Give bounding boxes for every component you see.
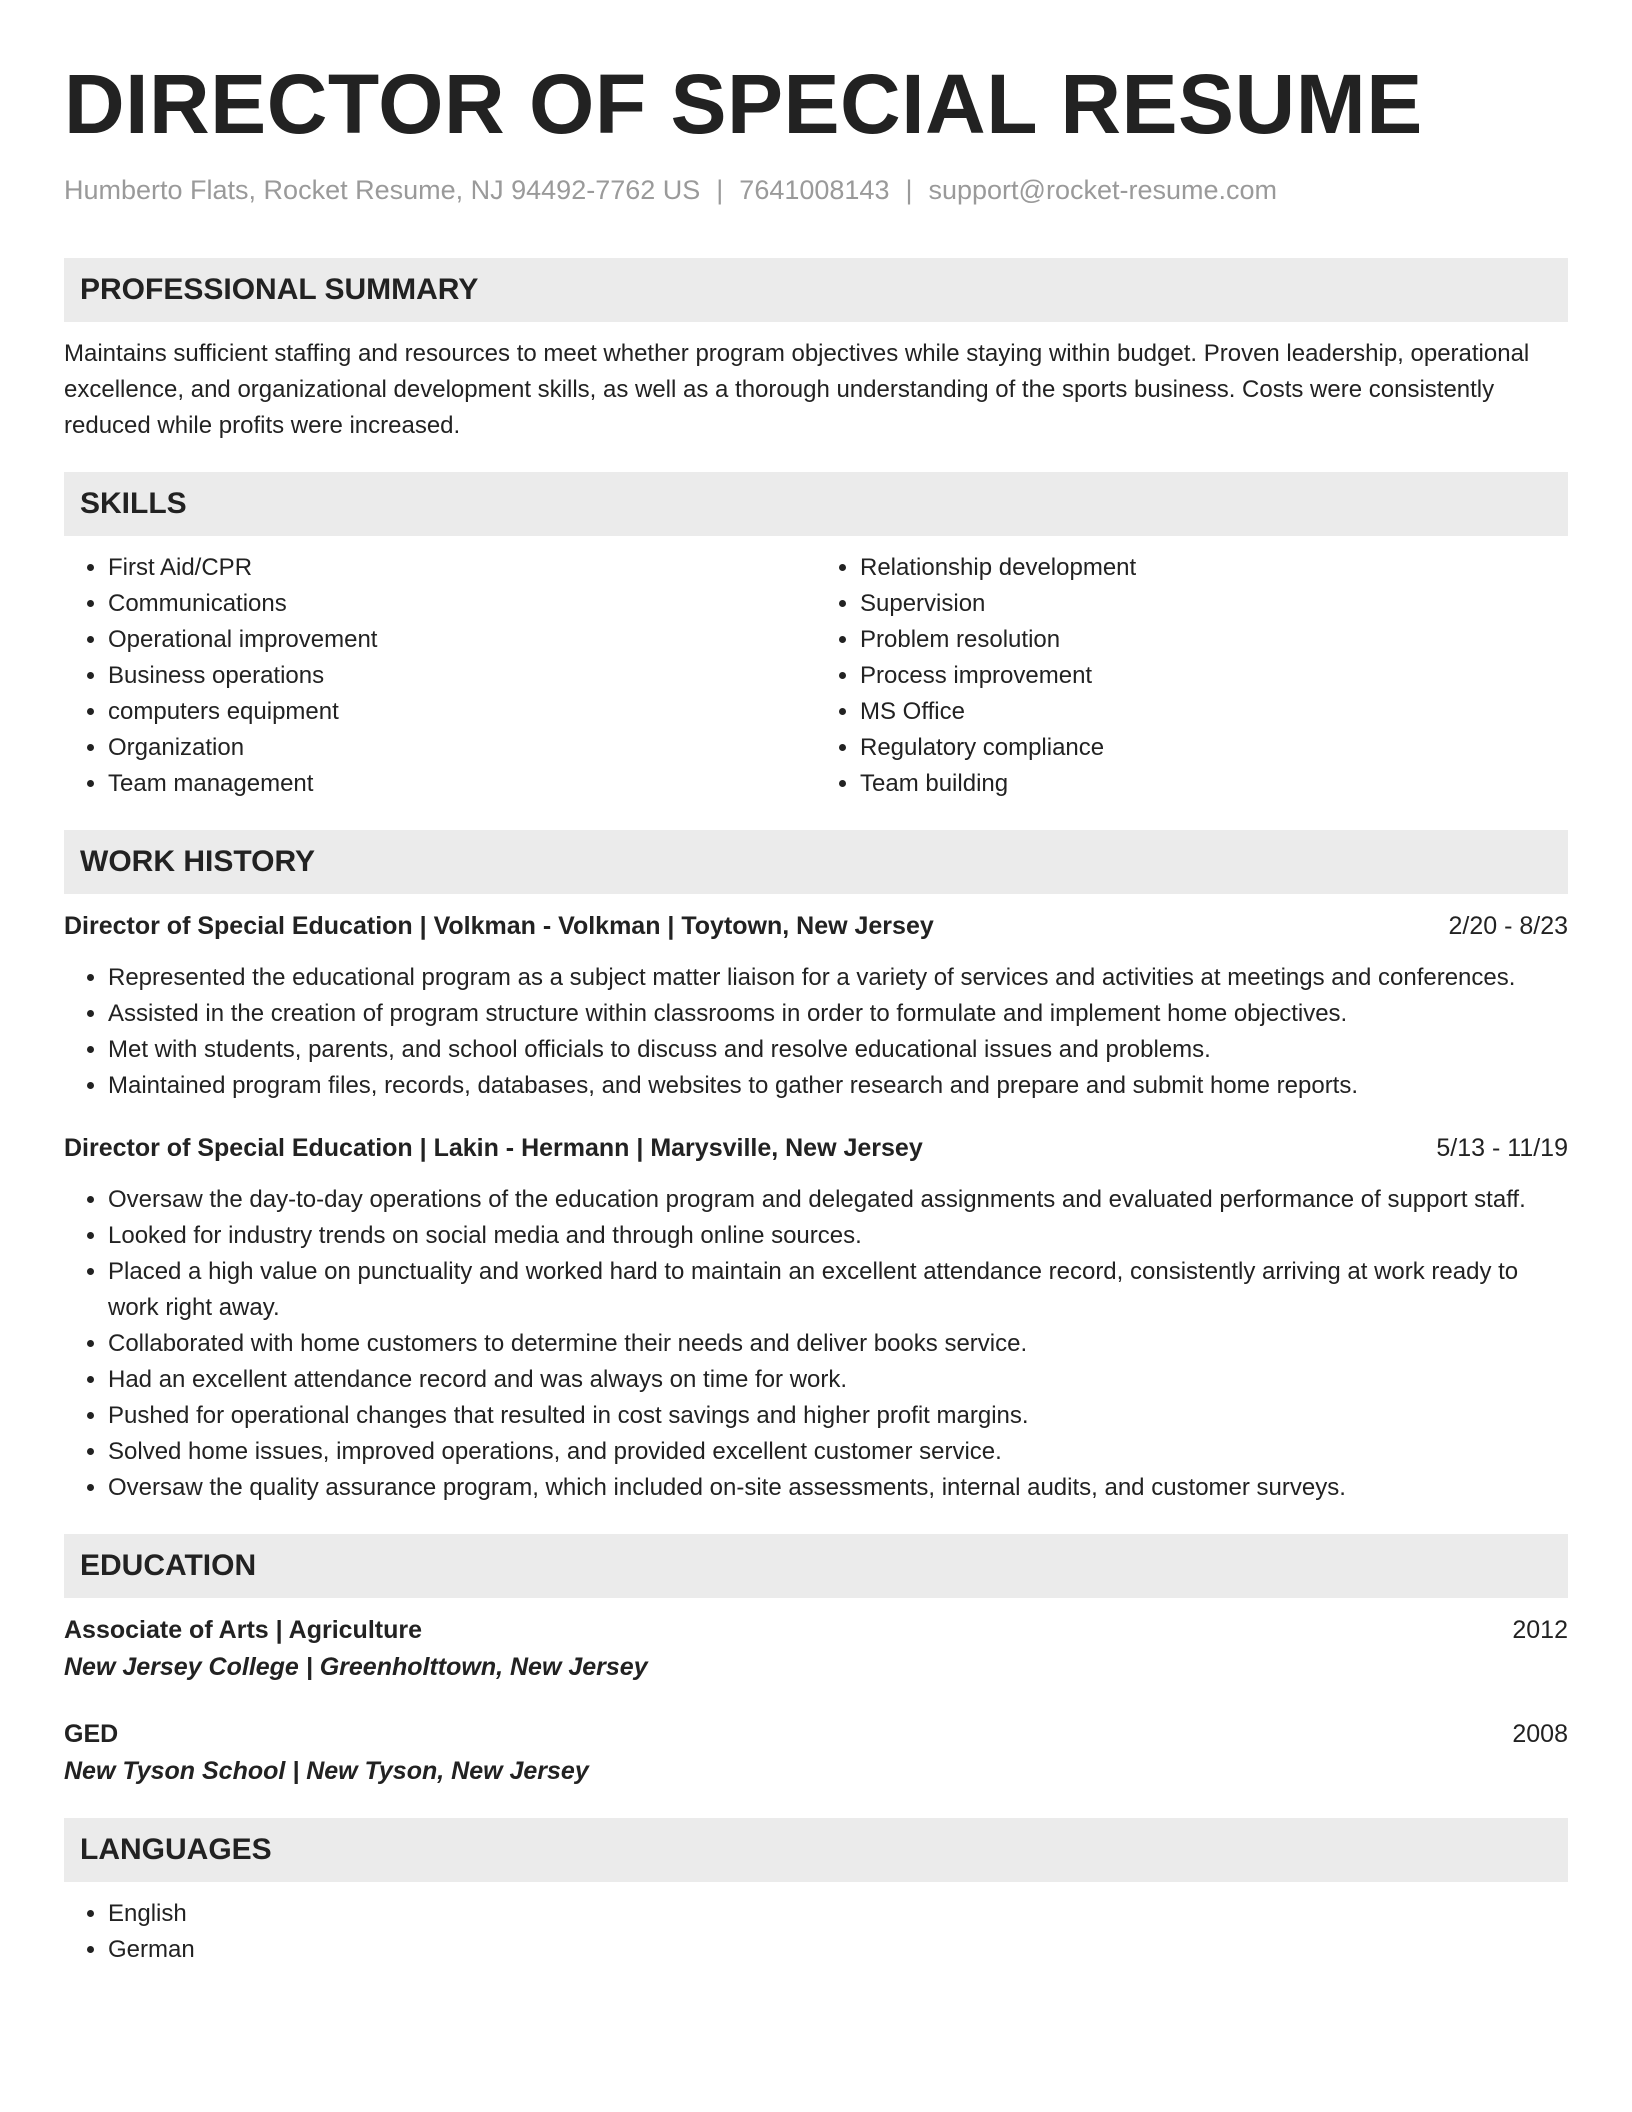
- skill-item: • Process improvement: [860, 658, 1568, 694]
- education-entry: [64, 1716, 1568, 1790]
- job-title: Director of Special Education | Volkman - Volkman | Toytown, New Jersey: [64, 912, 934, 940]
- contact-separator: |: [716, 175, 724, 205]
- job-header: [64, 1130, 1568, 1166]
- education-header: [64, 1612, 1568, 1648]
- summary-section: [64, 258, 1568, 444]
- skill-item: • Business operations: [108, 658, 816, 694]
- summary-heading: PROFESSIONAL SUMMARY: [64, 258, 1568, 322]
- job-bullet: • Assisted in the creation of program structure within classrooms in order to formulate and implement home objectives.: [108, 996, 1568, 1032]
- skill-item: • MS Office: [860, 694, 1568, 730]
- job-bullet: • Placed a high value on punctuality and worked hard to maintain an excellent attendance record, consistently arriving at work ready to work right away.: [108, 1254, 1568, 1326]
- education-entry: [64, 1612, 1568, 1686]
- skill-item: • Team management: [108, 766, 816, 802]
- education-heading: EDUCATION: [64, 1534, 1568, 1598]
- education-degree: Associate of Arts | Agriculture: [64, 1616, 422, 1644]
- job-entry: [64, 908, 1568, 1104]
- job-dates: 5/13 - 11/19: [1436, 1134, 1568, 1162]
- contact-phone: 7641008143: [739, 175, 890, 205]
- job-bullet: • Collaborated with home customers to determine their needs and deliver books service.: [108, 1326, 1568, 1362]
- contact-line: [64, 174, 1568, 206]
- skill-item: • Relationship development: [860, 550, 1568, 586]
- language-item: • German: [108, 1932, 1568, 1968]
- skills-heading: SKILLS: [64, 472, 1568, 536]
- job-bullets: [64, 960, 1568, 1104]
- education-school: New Jersey College | Greenholttown, New Jersey: [64, 1653, 648, 1681]
- skills-list-right: [816, 550, 1568, 802]
- contact-separator: |: [905, 175, 913, 205]
- skill-item: • Regulatory compliance: [860, 730, 1568, 766]
- education-school: New Tyson School | New Tyson, New Jersey: [64, 1757, 589, 1785]
- skill-item: • Operational improvement: [108, 622, 816, 658]
- skill-item: • First Aid/CPR: [108, 550, 816, 586]
- education-year: 2008: [1512, 1720, 1568, 1748]
- education-year: 2012: [1512, 1616, 1568, 1644]
- education-section: [64, 1534, 1568, 1790]
- job-header: [64, 908, 1568, 944]
- skill-item: • Team building: [860, 766, 1568, 802]
- job-bullet: • Solved home issues, improved operations, and provided excellent customer service.: [108, 1434, 1568, 1470]
- job-bullet: • Oversaw the quality assurance program, which included on-site assessments, internal audits, and customer surveys.: [108, 1470, 1568, 1506]
- job-entry: [64, 1130, 1568, 1506]
- resume-title: DIRECTOR OF SPECIAL RESUME: [64, 57, 1423, 151]
- skills-column-left: [64, 550, 816, 802]
- work-history-section: [64, 830, 1568, 1506]
- work-history-heading: WORK HISTORY: [64, 830, 1568, 894]
- languages-list: [64, 1896, 1568, 1968]
- job-bullet: • Oversaw the day-to-day operations of the education program and delegated assignments and evaluated performance of support staff.: [108, 1182, 1568, 1218]
- education-degree: GED: [64, 1720, 119, 1748]
- skills-list-left: [64, 550, 816, 802]
- job-bullet: • Looked for industry trends on social media and through online sources.: [108, 1218, 1568, 1254]
- skills-column-right: [816, 550, 1568, 802]
- job-bullet: • Maintained program files, records, databases, and websites to gather research and prepare and submit home reports.: [108, 1068, 1568, 1104]
- job-bullet: • Met with students, parents, and school officials to discuss and resolve educational issues and problems.: [108, 1032, 1568, 1068]
- languages-section: [64, 1818, 1568, 1968]
- job-bullet: • Represented the educational program as a subject matter liaison for a variety of services and activities at meetings and conferences.: [108, 960, 1568, 996]
- contact-address: Humberto Flats, Rocket Resume, NJ 94492-7762 US: [64, 175, 701, 205]
- language-item: • English: [108, 1896, 1568, 1932]
- contact-email: support@rocket-resume.com: [928, 175, 1278, 205]
- skills-grid: [64, 550, 1568, 802]
- education-header: [64, 1716, 1568, 1752]
- job-dates: 2/20 - 8/23: [1448, 912, 1568, 940]
- job-title: Director of Special Education | Lakin - Hermann | Marysville, New Jersey: [64, 1134, 923, 1162]
- job-bullet: • Pushed for operational changes that resulted in cost savings and higher profit margins.: [108, 1398, 1568, 1434]
- skill-item: • Supervision: [860, 586, 1568, 622]
- skill-item: • Problem resolution: [860, 622, 1568, 658]
- skill-item: • Organization: [108, 730, 816, 766]
- languages-heading: LANGUAGES: [64, 1818, 1568, 1882]
- skill-item: • Communications: [108, 586, 816, 622]
- resume-page: [64, 56, 1568, 1968]
- summary-text: Maintains sufficient staffing and resources to meet whether program objectives while staying within budget. Proven leadership, operational excellence, and organizational development skills, as well as a thorough understanding of the sports business. Costs were consistently reduced while profits were increased.: [64, 340, 1530, 439]
- skills-section: [64, 472, 1568, 802]
- job-bullet: • Had an excellent attendance record and was always on time for work.: [108, 1362, 1568, 1398]
- job-bullets: [64, 1182, 1568, 1506]
- skill-item: • computers equipment: [108, 694, 816, 730]
